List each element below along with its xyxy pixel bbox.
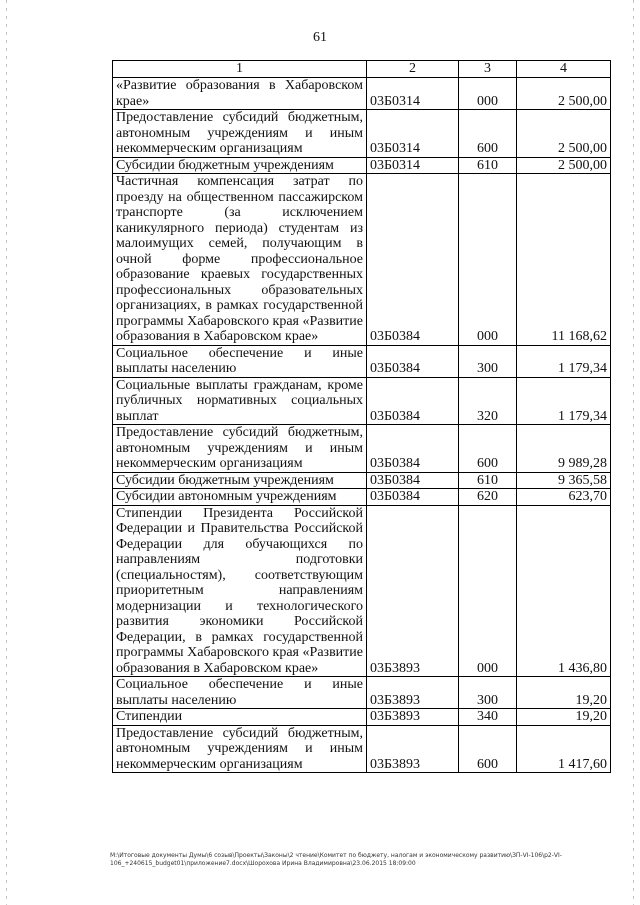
row-amount: 1 179,34 <box>517 345 611 377</box>
document-footer <box>110 852 610 868</box>
row-target-code: 03Б0384 <box>367 472 459 489</box>
table-row <box>113 425 611 473</box>
budget-table <box>112 60 611 773</box>
table-row <box>113 677 611 709</box>
row-description: Предоставление субсидий бюджетным, автономным учреждениям и иным некоммерческим организациям <box>113 425 367 473</box>
table-row <box>113 489 611 506</box>
row-target-code: 03Б0384 <box>367 377 459 425</box>
table-row <box>113 709 611 726</box>
row-target-code: 03Б3893 <box>367 677 459 709</box>
page-edge-left <box>6 0 7 905</box>
row-amount: 9 989,28 <box>517 425 611 473</box>
page-number: 61 <box>313 30 327 45</box>
header-col-3: 3 <box>459 61 517 78</box>
table-body <box>113 78 611 773</box>
row-description: Социальное обеспечение и иные выплаты населению <box>113 677 367 709</box>
table-row <box>113 505 611 677</box>
row-target-code: 03Б0384 <box>367 489 459 506</box>
row-description: Субсидии бюджетным учреждениям <box>113 472 367 489</box>
row-expense-type: 600 <box>459 110 517 158</box>
row-amount: 2 500,00 <box>517 110 611 158</box>
row-expense-type: 000 <box>459 78 517 110</box>
row-amount: 19,20 <box>517 677 611 709</box>
row-target-code: 03Б0314 <box>367 157 459 174</box>
row-expense-type: 340 <box>459 709 517 726</box>
footer-path-line-1: M:\Итоговые документы Думы\6 созыв\Проекты\Законы\2 чтение\Комитет по бюджету, налогам и экономическому развитию\ЗП-VI-106\р2-VI- <box>110 852 562 859</box>
row-target-code: 03Б0314 <box>367 78 459 110</box>
header-col-2: 2 <box>367 61 459 78</box>
row-expense-type: 600 <box>459 725 517 773</box>
table-row <box>113 725 611 773</box>
footer-path-line-2: 106_+240615_budget01\приложение7.docx\Шорохова Ирина Владимировна\23.06.2015 18:09:00 <box>110 860 416 867</box>
row-description: Социальные выплаты гражданам, кроме публичных нормативных социальных выплат <box>113 377 367 425</box>
row-description: Стипендии <box>113 709 367 726</box>
row-description: Социальное обеспечение и иные выплаты населению <box>113 345 367 377</box>
row-amount: 2 500,00 <box>517 78 611 110</box>
row-target-code: 03Б0314 <box>367 110 459 158</box>
row-description: Предоставление субсидий бюджетным, автономным учреждениям и иным некоммерческим организациям <box>113 110 367 158</box>
row-target-code: 03Б0384 <box>367 174 459 346</box>
table-row <box>113 110 611 158</box>
row-description: Субсидии бюджетным учреждениям <box>113 157 367 174</box>
row-expense-type: 600 <box>459 425 517 473</box>
row-target-code: 03Б3893 <box>367 725 459 773</box>
row-description: Субсидии автономным учреждениям <box>113 489 367 506</box>
row-description: «Развитие образования в Хабаровском крае» <box>113 78 367 110</box>
row-target-code: 03Б0384 <box>367 345 459 377</box>
table-row <box>113 345 611 377</box>
row-target-code: 03Б3893 <box>367 505 459 677</box>
header-col-1: 1 <box>113 61 367 78</box>
header-col-4: 4 <box>517 61 611 78</box>
row-expense-type: 000 <box>459 174 517 346</box>
row-expense-type: 610 <box>459 472 517 489</box>
row-amount: 2 500,00 <box>517 157 611 174</box>
table-row <box>113 174 611 346</box>
row-expense-type: 300 <box>459 677 517 709</box>
row-amount: 623,70 <box>517 489 611 506</box>
row-amount: 11 168,62 <box>517 174 611 346</box>
row-expense-type: 300 <box>459 345 517 377</box>
table-header-row <box>113 61 611 78</box>
row-expense-type: 000 <box>459 505 517 677</box>
row-expense-type: 320 <box>459 377 517 425</box>
row-description: Предоставление субсидий бюджетным, автономным учреждениям и иным некоммерческим организациям <box>113 725 367 773</box>
table-row <box>113 377 611 425</box>
row-target-code: 03Б3893 <box>367 709 459 726</box>
row-expense-type: 610 <box>459 157 517 174</box>
page-edge-right <box>633 0 634 905</box>
row-description: Стипендии Президента Российской Федерации и Правительства Российской Федерации для обучающихся по направлениям подготовки (специальностям), соответствующим приоритетным направлениям модернизации и технологического развития экономики Российской Федерации, в рамках государственной программы Хабаровского края «Развитие образования в Хабаровском крае» <box>113 505 367 677</box>
row-amount: 19,20 <box>517 709 611 726</box>
row-description: Частичная компенсация затрат по проезду на общественном пассажирском транспорте (за исключением каникулярного периода) студентам из малоимущих семей, получающим в очной форме профессиональное образование краевых государственных профессиональных образовательных организациях, в рамках государственной программы Хабаровского края «Развитие образования в Хабаровском крае» <box>113 174 367 346</box>
row-amount: 1 436,80 <box>517 505 611 677</box>
table-row <box>113 157 611 174</box>
table-row <box>113 472 611 489</box>
table-row <box>113 78 611 110</box>
row-expense-type: 620 <box>459 489 517 506</box>
row-amount: 9 365,58 <box>517 472 611 489</box>
row-amount: 1 417,60 <box>517 725 611 773</box>
row-amount: 1 179,34 <box>517 377 611 425</box>
row-target-code: 03Б0384 <box>367 425 459 473</box>
